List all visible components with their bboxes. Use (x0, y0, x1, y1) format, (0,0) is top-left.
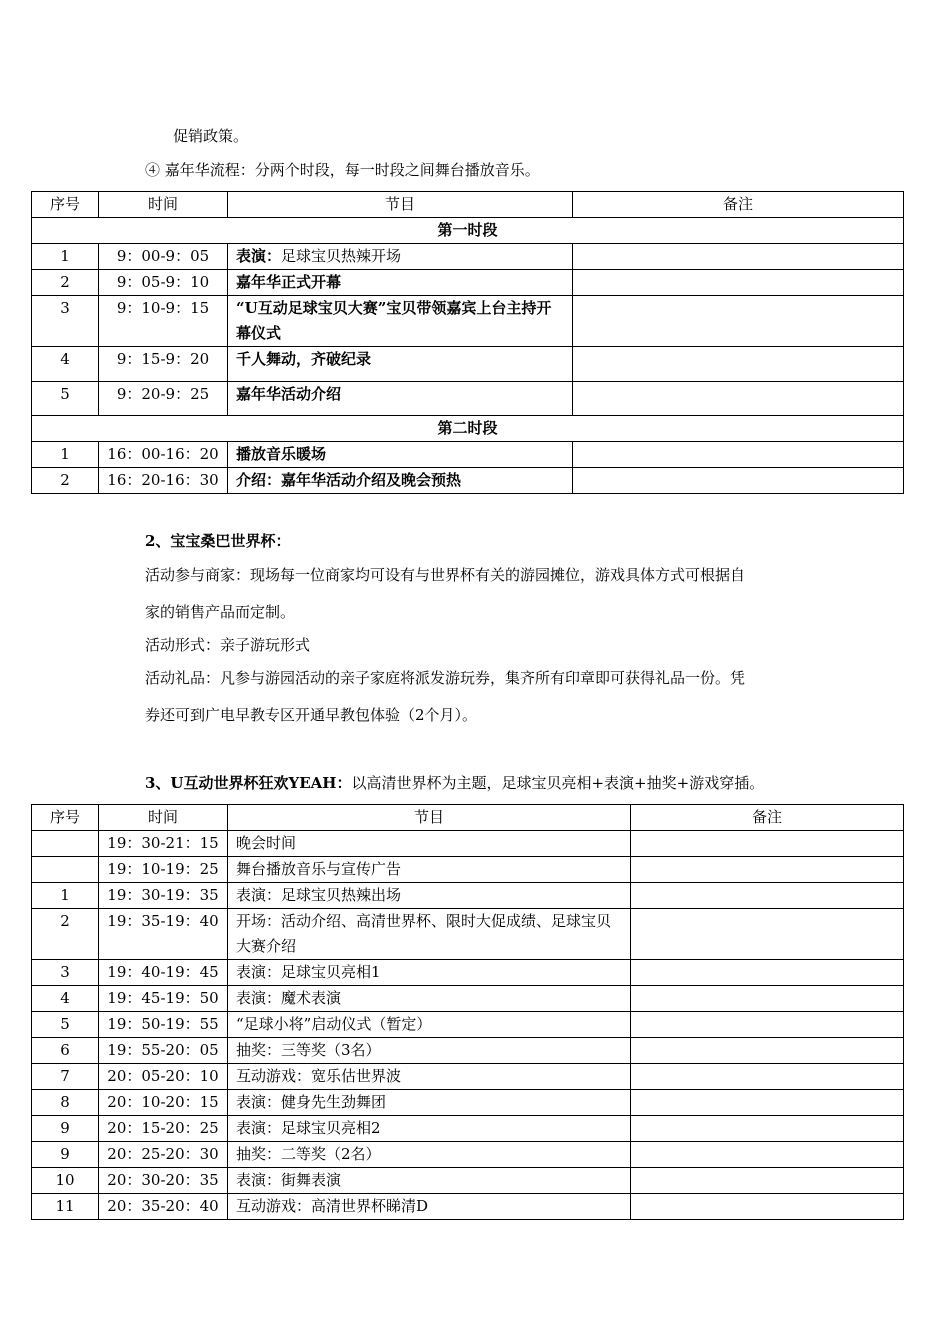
cell-program: 互动游戏：高清世界杯睇清D (228, 1194, 631, 1220)
header-program: 节目 (228, 805, 631, 831)
cell-time: 19：30-21：15 (99, 831, 228, 857)
program-prefix: 表演： (236, 247, 282, 265)
cell-time: 16：00-16：20 (99, 442, 228, 468)
section-2-paragraph: 券还可到广电早教专区开通早教包体验（2个月）。 (145, 706, 478, 724)
header-time: 时间 (99, 192, 228, 218)
cell-note (631, 1090, 904, 1116)
cell-time: 19：10-19：25 (99, 857, 228, 883)
cell-time: 19：30-19：35 (99, 883, 228, 909)
table-row (32, 986, 904, 1012)
cell-note (631, 1038, 904, 1064)
section-3-description: 以高清世界杯为主题，足球宝贝亮相+表演+抽奖+游戏穿插。 (351, 774, 765, 792)
cell-note (573, 468, 904, 494)
evening-schedule-table (31, 804, 904, 1220)
cell-no: 9 (32, 1116, 99, 1142)
cell-no (32, 831, 99, 857)
cell-no: 2 (32, 909, 99, 960)
table-row (32, 1012, 904, 1038)
cell-no (32, 857, 99, 883)
header-time: 时间 (99, 805, 228, 831)
cell-note (631, 1064, 904, 1090)
section-3-heading (145, 773, 764, 793)
cell-note (573, 296, 904, 347)
cell-program: 互动游戏：宽乐估世界波 (228, 1064, 631, 1090)
cell-program: 抽奖：三等奖（3名） (228, 1038, 631, 1064)
cell-note (631, 1194, 904, 1220)
cell-program: “U互动足球宝贝大赛”宝贝带领嘉宾上台主持开幕仪式 (228, 296, 573, 347)
cell-note (573, 347, 904, 382)
table-row (32, 347, 904, 382)
cell-time: 9：20-9：25 (99, 382, 228, 416)
cell-time: 20：05-20：10 (99, 1064, 228, 1090)
table-row (32, 960, 904, 986)
cell-program: 开场：活动介绍、高清世界杯、限时大促成绩、足球宝贝大赛介绍 (228, 909, 631, 960)
cell-note (631, 909, 904, 960)
table-header-row (32, 192, 904, 218)
cell-time: 9：00-9：05 (99, 244, 228, 270)
table-row (32, 1116, 904, 1142)
cell-no: 2 (32, 468, 99, 494)
cell-program: 嘉年华正式开幕 (228, 270, 573, 296)
header-no: 序号 (32, 805, 99, 831)
intro-line-2: ④ 嘉年华流程：分两个时段，每一时段之间舞台播放音乐。 (145, 161, 540, 179)
cell-program (228, 244, 573, 270)
table-row (32, 1090, 904, 1116)
cell-note (631, 883, 904, 909)
cell-time: 9：15-9：20 (99, 347, 228, 382)
cell-time: 20：35-20：40 (99, 1194, 228, 1220)
section-title-2: 第二时段 (32, 416, 904, 442)
table-row (32, 1038, 904, 1064)
cell-program: “足球小将”启动仪式（暂定） (228, 1012, 631, 1038)
cell-time: 9：10-9：15 (99, 296, 228, 347)
cell-program: 表演：魔术表演 (228, 986, 631, 1012)
cell-note (631, 1168, 904, 1194)
table-row (32, 270, 904, 296)
cell-program: 表演：健身先生劲舞团 (228, 1090, 631, 1116)
cell-program: 表演：足球宝贝热辣出场 (228, 883, 631, 909)
cell-time: 19：45-19：50 (99, 986, 228, 1012)
cell-note (631, 1142, 904, 1168)
cell-no: 4 (32, 986, 99, 1012)
cell-no: 4 (32, 347, 99, 382)
cell-no: 5 (32, 1012, 99, 1038)
cell-no: 6 (32, 1038, 99, 1064)
cell-time: 19：55-20：05 (99, 1038, 228, 1064)
table-row (32, 831, 904, 857)
cell-time: 19：40-19：45 (99, 960, 228, 986)
section-row (32, 416, 904, 442)
cell-time: 19：50-19：55 (99, 1012, 228, 1038)
cell-program: 表演：街舞表演 (228, 1168, 631, 1194)
section-2-heading: 2、宝宝桑巴世界杯： (145, 532, 291, 550)
cell-program: 千人舞动，齐破纪录 (228, 347, 573, 382)
cell-program: 晚会时间 (228, 831, 631, 857)
cell-note (631, 831, 904, 857)
section-2-paragraph: 活动形式：亲子游玩形式 (145, 636, 311, 654)
cell-no: 2 (32, 270, 99, 296)
section-3-title: 3、U互动世界杯狂欢YEAH： (145, 774, 352, 792)
table-row (32, 442, 904, 468)
cell-note (631, 1116, 904, 1142)
cell-no: 1 (32, 883, 99, 909)
table-row (32, 1064, 904, 1090)
cell-no: 3 (32, 960, 99, 986)
section-row (32, 218, 904, 244)
cell-note (573, 244, 904, 270)
cell-time: 20：10-20：15 (99, 1090, 228, 1116)
header-note: 备注 (631, 805, 904, 831)
cell-no: 5 (32, 382, 99, 416)
table-header-row (32, 805, 904, 831)
section-2-paragraph: 活动礼品：凡参与游园活动的亲子家庭将派发游玩券，集齐所有印章即可获得礼品一份。凭 (145, 669, 746, 687)
intro-line-1: 促销政策。 (173, 127, 249, 145)
cell-program: 舞台播放音乐与宣传广告 (228, 857, 631, 883)
cell-no: 11 (32, 1194, 99, 1220)
cell-note (631, 857, 904, 883)
cell-note (631, 1012, 904, 1038)
cell-no: 1 (32, 442, 99, 468)
table-row (32, 857, 904, 883)
cell-note (631, 986, 904, 1012)
cell-note (573, 270, 904, 296)
cell-program: 播放音乐暖场 (228, 442, 573, 468)
cell-no: 3 (32, 296, 99, 347)
cell-time: 20：15-20：25 (99, 1116, 228, 1142)
cell-program: 抽奖：二等奖（2名） (228, 1142, 631, 1168)
cell-no: 9 (32, 1142, 99, 1168)
table-row (32, 468, 904, 494)
cell-note (631, 960, 904, 986)
table-row (32, 296, 904, 347)
cell-note (573, 442, 904, 468)
cell-note (573, 382, 904, 416)
header-program: 节目 (228, 192, 573, 218)
table-row (32, 909, 904, 960)
table-row (32, 883, 904, 909)
cell-program: 嘉年华活动介绍 (228, 382, 573, 416)
carnival-schedule-table (31, 191, 904, 494)
table-row (32, 1168, 904, 1194)
cell-time: 20：25-20：30 (99, 1142, 228, 1168)
section-2-paragraph: 家的销售产品而定制。 (145, 603, 296, 621)
cell-no: 8 (32, 1090, 99, 1116)
table-row (32, 1142, 904, 1168)
cell-no: 7 (32, 1064, 99, 1090)
table-row (32, 1194, 904, 1220)
cell-no: 1 (32, 244, 99, 270)
cell-no: 10 (32, 1168, 99, 1194)
program-text: 足球宝贝热辣开场 (281, 247, 402, 265)
section-title-1: 第一时段 (32, 218, 904, 244)
cell-time: 20：30-20：35 (99, 1168, 228, 1194)
header-no: 序号 (32, 192, 99, 218)
cell-time: 16：20-16：30 (99, 468, 228, 494)
cell-time: 9：05-9：10 (99, 270, 228, 296)
cell-program: 介绍：嘉年华活动介绍及晚会预热 (228, 468, 573, 494)
cell-program: 表演：足球宝贝亮相1 (228, 960, 631, 986)
table-row (32, 244, 904, 270)
header-note: 备注 (573, 192, 904, 218)
cell-program: 表演：足球宝贝亮相2 (228, 1116, 631, 1142)
cell-time: 19：35-19：40 (99, 909, 228, 960)
section-2-paragraph: 活动参与商家：现场每一位商家均可设有与世界杯有关的游园摊位，游戏具体方式可根据自 (145, 566, 746, 584)
table-row (32, 382, 904, 416)
